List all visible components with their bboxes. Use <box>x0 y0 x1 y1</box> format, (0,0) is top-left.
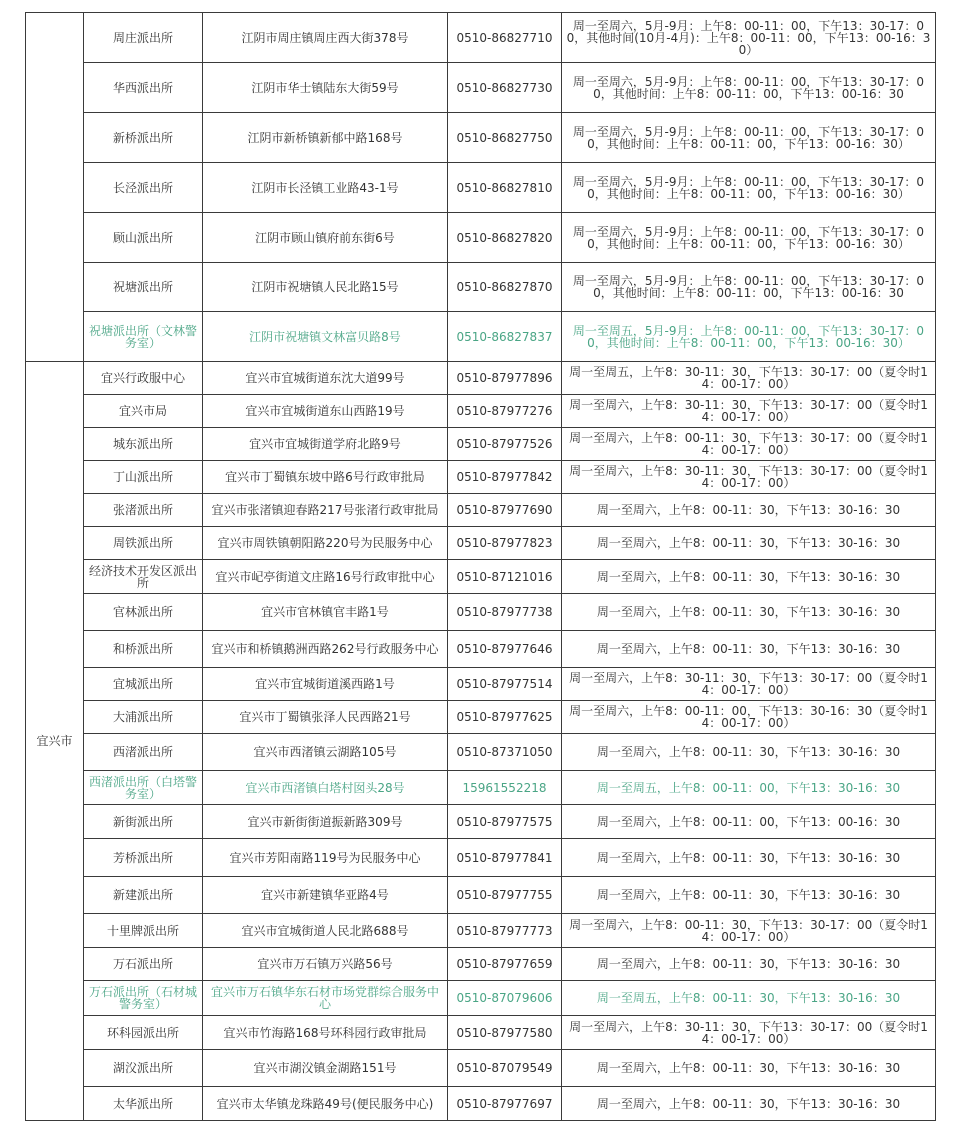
office-hours: 周一至周六，5月-9月：上午8：00-11：00，下午13：30-17：00，其他时间：上午8：00-11：00，下午13：00-16：30） <box>562 213 936 263</box>
office-hours: 周一至周六，上午8：00-11：30，下午13：30-17：00（夏令时14：00-17：00） <box>562 428 936 461</box>
station-address: 宜兴市芳阳南路119号为民服务中心 <box>203 839 448 877</box>
office-hours: 周一至周五，上午8：30-11：30，下午13：30-17：00（夏令时14：00-17：00） <box>562 362 936 395</box>
station-address: 宜兴市丁蜀镇张泽人民西路21号 <box>203 701 448 734</box>
station-address: 宜兴市宜城街道溪西路1号 <box>203 668 448 701</box>
station-name: 顾山派出所 <box>84 213 203 263</box>
station-name: 宜兴行政服中心 <box>84 362 203 395</box>
table-row <box>26 948 936 981</box>
station-phone: 0510-87079606 <box>448 981 562 1016</box>
table-row <box>26 631 936 668</box>
station-phone: 0510-87977646 <box>448 631 562 668</box>
table-row <box>26 1016 936 1050</box>
table-row <box>26 494 936 527</box>
station-address: 宜兴市新建镇华亚路4号 <box>203 877 448 914</box>
station-name: 西渚派出所 <box>84 734 203 771</box>
office-hours: 周一至周六，上午8：00-11：30，下午13：30-16：30 <box>562 1050 936 1087</box>
station-name: 周庄派出所 <box>84 13 203 63</box>
table-row <box>26 734 936 771</box>
station-phone: 0510-86827810 <box>448 163 562 213</box>
station-name: 环科园派出所 <box>84 1016 203 1050</box>
station-phone: 0510-86827870 <box>448 263 562 312</box>
station-address: 宜兴市万石镇万兴路56号 <box>203 948 448 981</box>
station-name: 西渚派出所（白塔警务室） <box>84 771 203 805</box>
station-name: 宜城派出所 <box>84 668 203 701</box>
station-address: 宜兴市宜城街道学府北路9号 <box>203 428 448 461</box>
station-phone: 0510-87977896 <box>448 362 562 395</box>
station-address: 江阴市顾山镇府前东街6号 <box>203 213 448 263</box>
office-hours: 周一至周六，上午8：30-11：30，下午13：30-17：00（夏令时14：00-17：00） <box>562 395 936 428</box>
table-row <box>26 560 936 594</box>
station-address: 江阴市华士镇陆东大街59号 <box>203 63 448 113</box>
station-name: 万石派出所 <box>84 948 203 981</box>
station-address: 江阴市祝塘镇文林富贝路8号 <box>203 312 448 362</box>
table-row <box>26 805 936 839</box>
station-address: 宜兴市西渚镇云湖路105号 <box>203 734 448 771</box>
office-hours: 周一至周五，5月-9月：上午8：00-11：00，下午13：30-17：00，其他时间：上午8：00-11：00，下午13：00-16：30） <box>562 312 936 362</box>
office-hours: 周一至周六，上午8：00-11：30，下午13：30-16：30 <box>562 560 936 594</box>
station-name: 十里牌派出所 <box>84 914 203 948</box>
station-address: 宜兴市和桥镇鹅洲西路262号行政服务中心 <box>203 631 448 668</box>
table-row <box>26 113 936 163</box>
station-address: 宜兴市宜城街道东沈大道99号 <box>203 362 448 395</box>
office-hours: 周一至周六，5月-9月：上午8：00-11：00，下午13：30-17：00，其他时间：上午8：00-11：00，下午13：00-16：30 <box>562 263 936 312</box>
station-name: 新桥派出所 <box>84 113 203 163</box>
station-address: 宜兴市张渚镇迎春路217号张渚行政审批局 <box>203 494 448 527</box>
office-hours: 周一至周六，上午8：30-11：30，下午13：30-17：00（夏令时14：00-17：00） <box>562 668 936 701</box>
station-phone: 0510-86827730 <box>448 63 562 113</box>
station-phone: 0510-86827710 <box>448 13 562 63</box>
table-row <box>26 213 936 263</box>
station-name: 经济技术开发区派出所 <box>84 560 203 594</box>
station-name: 张渚派出所 <box>84 494 203 527</box>
police-station-table <box>25 12 936 1121</box>
station-address: 江阴市长泾镇工业路43-1号 <box>203 163 448 213</box>
office-hours: 周一至周六，上午8：00-11：30，下午13：30-16：30 <box>562 631 936 668</box>
station-phone: 0510-87977575 <box>448 805 562 839</box>
station-phone: 0510-87977738 <box>448 594 562 631</box>
station-address: 宜兴市宜城街道人民北路688号 <box>203 914 448 948</box>
station-name: 丁山派出所 <box>84 461 203 494</box>
station-phone: 0510-87977690 <box>448 494 562 527</box>
station-phone: 0510-87977697 <box>448 1087 562 1121</box>
station-address: 宜兴市太华镇龙珠路49号(便民服务中心) <box>203 1087 448 1121</box>
office-hours: 周一至周六，5月-9月：上午8：00-11：00，下午13：30-17：00，其他时间：上午8：00-11：00，下午13：00-16：30 <box>562 63 936 113</box>
office-hours: 周一至周六，上午8：30-11：30，下午13：30-17：00（夏令时14：00-17：00） <box>562 461 936 494</box>
station-phone: 0510-87977773 <box>448 914 562 948</box>
city-cell <box>26 13 84 362</box>
station-name: 新建派出所 <box>84 877 203 914</box>
table-row <box>26 527 936 560</box>
office-hours: 周一至周六，上午8：00-11：30，下午13：30-16：30 <box>562 594 936 631</box>
table-row <box>26 163 936 213</box>
station-phone: 0510-87371050 <box>448 734 562 771</box>
station-name: 太华派出所 <box>84 1087 203 1121</box>
table-row <box>26 312 936 362</box>
station-address: 宜兴市屺亭街道文庄路16号行政审批中心 <box>203 560 448 594</box>
table-row <box>26 877 936 914</box>
station-address: 江阴市祝塘镇人民北路15号 <box>203 263 448 312</box>
station-name: 祝塘派出所 <box>84 263 203 312</box>
office-hours: 周一至周六，上午8：00-11：30，下午13：30-16：30 <box>562 839 936 877</box>
station-phone: 0510-87977514 <box>448 668 562 701</box>
station-address: 宜兴市西渚镇白塔村囡头28号 <box>203 771 448 805</box>
station-name: 和桥派出所 <box>84 631 203 668</box>
office-hours: 周一至周六，5月-9月：上午8：00-11：00，下午13：30-17：00，其他时间：上午8：00-11：00，下午13：00-16：30） <box>562 163 936 213</box>
table-row <box>26 263 936 312</box>
station-address: 宜兴市新街街道振新路309号 <box>203 805 448 839</box>
station-name: 华西派出所 <box>84 63 203 113</box>
station-address: 江阴市新桥镇新郁中路168号 <box>203 113 448 163</box>
office-hours: 周一至周六，5月-9月：上午8：00-11：00，下午13：30-17：00，其他时间(10月-4月)：上午8：00-11：00，下午13：00-16：30） <box>562 13 936 63</box>
station-phone: 0510-86827750 <box>448 113 562 163</box>
table-row <box>26 701 936 734</box>
station-name: 宜兴市局 <box>84 395 203 428</box>
station-phone: 0510-87977580 <box>448 1016 562 1050</box>
office-hours: 周一至周六，上午8：00-11：30，下午13：30-16：30 <box>562 1087 936 1121</box>
station-address: 宜兴市宜城街道东山西路19号 <box>203 395 448 428</box>
table-row <box>26 914 936 948</box>
table-row <box>26 13 936 63</box>
station-name: 长泾派出所 <box>84 163 203 213</box>
office-hours: 周一至周六，上午8：00-11：30，下午13：30-16：30 <box>562 494 936 527</box>
office-hours: 周一至周五，上午8：00-11：30，下午13：30-16：30 <box>562 981 936 1016</box>
station-phone: 0510-86827837 <box>448 312 562 362</box>
station-address: 宜兴市竹海路168号环科园行政审批局 <box>203 1016 448 1050</box>
office-hours: 周一至周六，上午8：30-11：30，下午13：30-17：00（夏令时14：00-17：00） <box>562 1016 936 1050</box>
station-address: 宜兴市丁蜀镇东坡中路6号行政审批局 <box>203 461 448 494</box>
office-hours: 周一至周五，上午8：00-11：00，下午13：30-16：30 <box>562 771 936 805</box>
station-name: 周铁派出所 <box>84 527 203 560</box>
station-phone: 0510-87977659 <box>448 948 562 981</box>
office-hours: 周一至周六，上午8：00-11：30，下午13：30-16：30 <box>562 734 936 771</box>
table-row <box>26 1050 936 1087</box>
station-name: 万石派出所（石材城警务室） <box>84 981 203 1016</box>
station-phone: 0510-87977841 <box>448 839 562 877</box>
station-name: 芳桥派出所 <box>84 839 203 877</box>
station-phone: 0510-87977823 <box>448 527 562 560</box>
table-row <box>26 362 936 395</box>
table-row <box>26 981 936 1016</box>
station-phone: 0510-87079549 <box>448 1050 562 1087</box>
station-name: 祝塘派出所（文林警务室） <box>84 312 203 362</box>
station-name: 大浦派出所 <box>84 701 203 734</box>
station-address: 宜兴市周铁镇朝阳路220号为民服务中心 <box>203 527 448 560</box>
city-cell: 宜兴市 <box>26 362 84 1121</box>
table-row <box>26 1087 936 1121</box>
station-address: 江阴市周庄镇周庄西大街378号 <box>203 13 448 63</box>
station-name: 湖㳇派出所 <box>84 1050 203 1087</box>
station-phone: 0510-87977276 <box>448 395 562 428</box>
station-name: 新街派出所 <box>84 805 203 839</box>
table-row <box>26 839 936 877</box>
table-row <box>26 594 936 631</box>
office-hours: 周一至周六，5月-9月：上午8：00-11：00，下午13：30-17：00，其他时间：上午8：00-11：00，下午13：00-16：30） <box>562 113 936 163</box>
station-phone: 15961552218 <box>448 771 562 805</box>
table-row <box>26 395 936 428</box>
station-phone: 0510-86827820 <box>448 213 562 263</box>
station-name: 官林派出所 <box>84 594 203 631</box>
office-hours: 周一至周六，上午8：00-11：00，下午13：00-16：30 <box>562 805 936 839</box>
station-address: 宜兴市万石镇华东石材市场党群综合服务中心 <box>203 981 448 1016</box>
station-address: 宜兴市湖㳇镇金湖路151号 <box>203 1050 448 1087</box>
station-phone: 0510-87121016 <box>448 560 562 594</box>
station-phone: 0510-87977625 <box>448 701 562 734</box>
table-row <box>26 771 936 805</box>
office-hours: 周一至周六，上午8：00-11：30，下午13：30-16：30 <box>562 877 936 914</box>
station-name: 城东派出所 <box>84 428 203 461</box>
station-phone: 0510-87977755 <box>448 877 562 914</box>
office-hours: 周一至周六，上午8：00-11：30，下午13：30-17：00（夏令时14：00-17：00） <box>562 914 936 948</box>
table-body <box>26 13 936 1121</box>
table-row <box>26 63 936 113</box>
table-row <box>26 668 936 701</box>
office-hours: 周一至周六，上午8：00-11：30，下午13：30-16：30 <box>562 527 936 560</box>
office-hours: 周一至周六，上午8：00-11：00，下午13：30-16：30（夏令时14：00-17：00） <box>562 701 936 734</box>
table-row <box>26 428 936 461</box>
table-row <box>26 461 936 494</box>
station-address: 宜兴市官林镇官丰路1号 <box>203 594 448 631</box>
office-hours: 周一至周六，上午8：00-11：30，下午13：30-16：30 <box>562 948 936 981</box>
station-phone: 0510-87977842 <box>448 461 562 494</box>
station-phone: 0510-87977526 <box>448 428 562 461</box>
